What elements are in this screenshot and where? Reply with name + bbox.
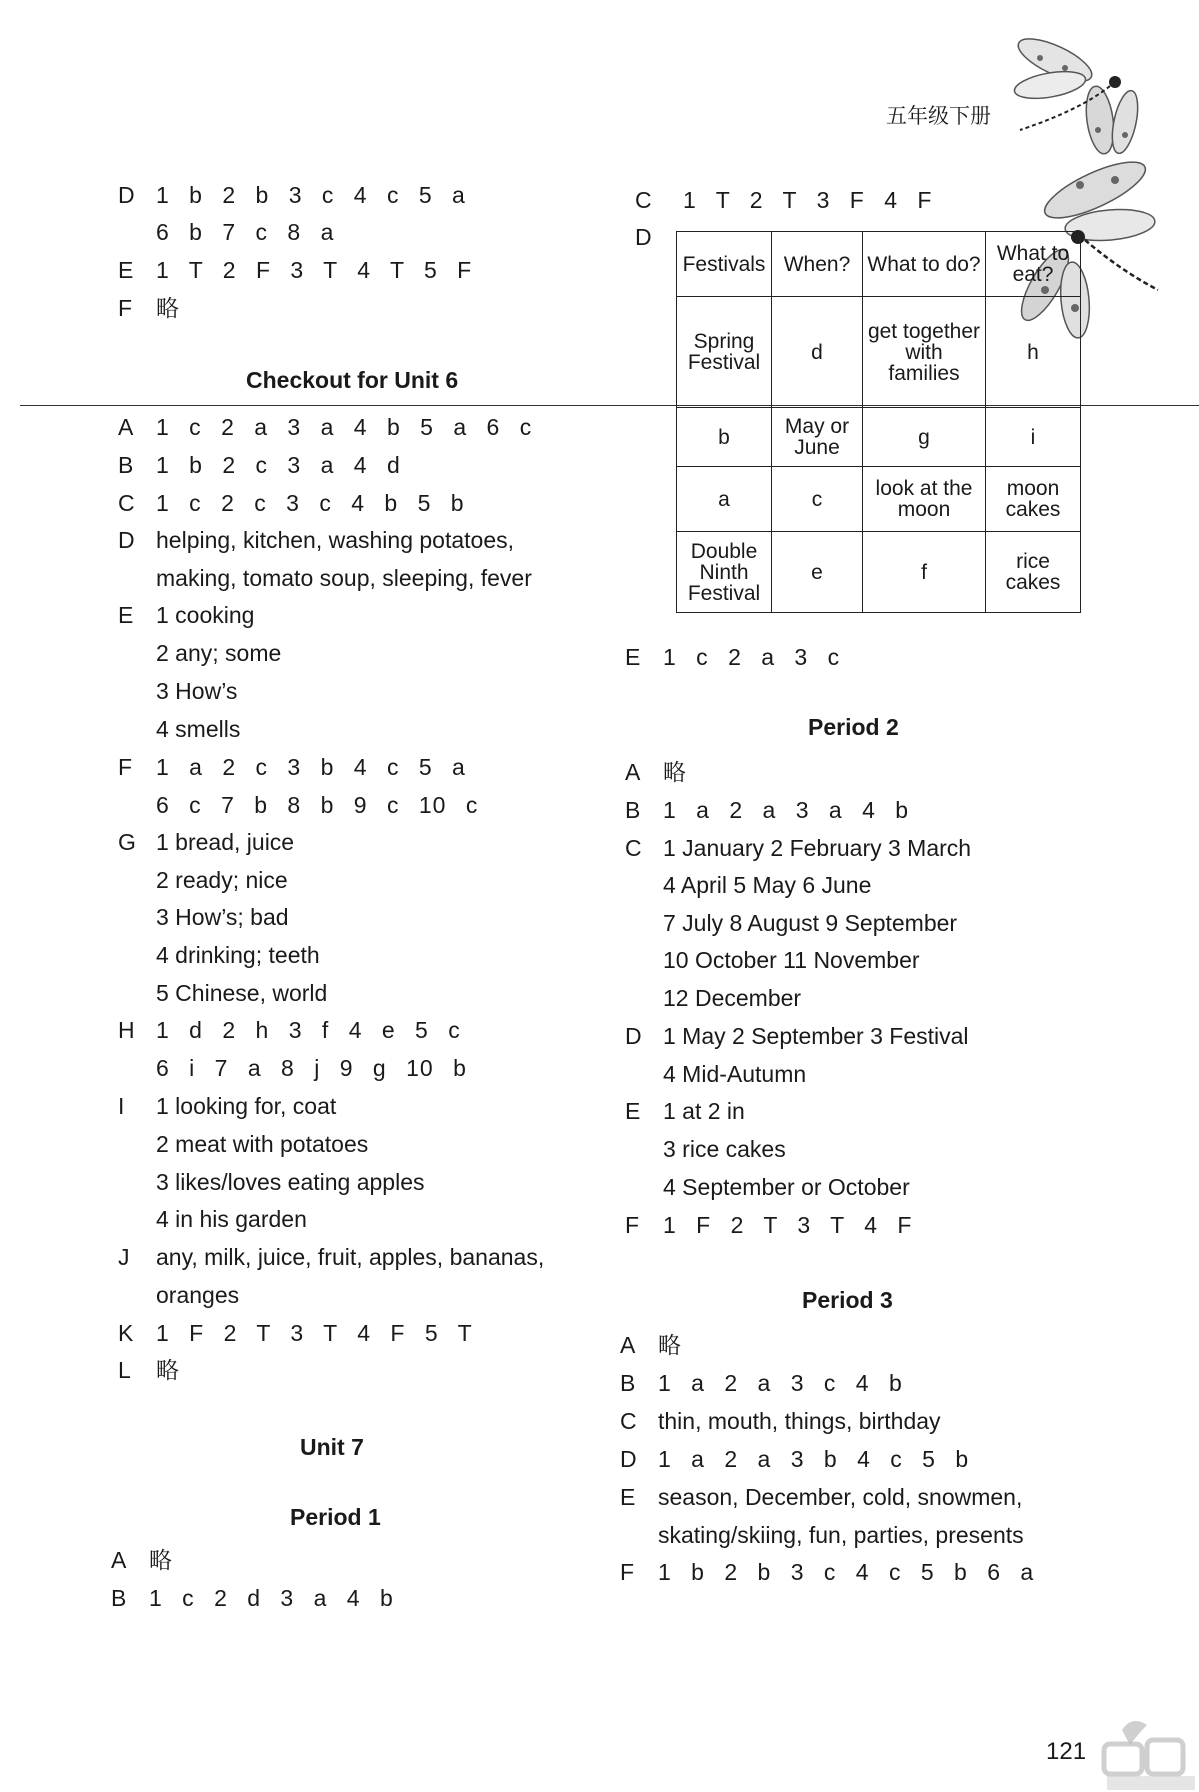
answer-row-c: C 1 c 2 c 3 c 4 b 5 b bbox=[118, 490, 465, 516]
answer-line: 4 in his garden bbox=[156, 1206, 307, 1232]
answer-line: 7 July 8 August 9 September bbox=[663, 910, 958, 936]
answer-row-i: I 1 looking for, coat bbox=[118, 1093, 337, 1119]
page-header-grade: 五年级下册 bbox=[886, 104, 991, 128]
answer-row-f: F 略 bbox=[118, 295, 179, 321]
table-header-cell: What to do? bbox=[863, 232, 986, 297]
answer-row-a: A 1 c 2 a 3 a 4 b 5 a 6 c bbox=[118, 414, 533, 440]
checkout-title: Checkout for Unit 6 bbox=[246, 367, 459, 393]
answer-line: making, tomato soup, sleeping, fever bbox=[156, 565, 532, 591]
answer-row-b: B 1 c 2 d 3 a 4 b bbox=[111, 1585, 394, 1611]
table-cell: h bbox=[986, 297, 1081, 408]
answer-line: 4 April 5 May 6 June bbox=[663, 872, 872, 898]
answer-line: 3 How’s; bad bbox=[156, 904, 289, 930]
answer-line: 2 ready; nice bbox=[156, 867, 288, 893]
answer-row-d: D helping, kitchen, washing potatoes, bbox=[118, 527, 515, 553]
table-cell: moon cakes bbox=[986, 467, 1081, 532]
table-header-cell: What to eat? bbox=[986, 232, 1081, 297]
watermark-logo-icon bbox=[1052, 1710, 1199, 1792]
table-cell: rice cakes bbox=[986, 532, 1081, 613]
table-cell: c bbox=[772, 467, 863, 532]
answer-line: 4 smells bbox=[156, 716, 241, 742]
answer-row-l: L 略 bbox=[118, 1357, 179, 1383]
answer-row-f: F 1 b 2 b 3 c 4 c 5 b 6 a bbox=[620, 1559, 1035, 1585]
table-cell: May or June bbox=[772, 408, 863, 467]
answer-line: skating/skiing, fun, parties, presents bbox=[658, 1522, 1024, 1548]
answer-line: 3 How’s bbox=[156, 678, 238, 704]
unit-title: Unit 7 bbox=[300, 1434, 364, 1460]
table-cell: d bbox=[772, 297, 863, 408]
answer-line: 4 September or October bbox=[663, 1174, 910, 1200]
table-row bbox=[677, 408, 1081, 467]
answer-line: 5 Chinese, world bbox=[156, 980, 328, 1006]
answer-row-f: F 1 a 2 c 3 b 4 c 5 a bbox=[118, 754, 466, 780]
answer-row-e: E 1 cooking bbox=[118, 602, 255, 628]
answer-row-d: D 1 a 2 a 3 b 4 c 5 b bbox=[620, 1446, 970, 1472]
answer-row-k: K 1 F 2 T 3 T 4 F 5 T bbox=[118, 1320, 473, 1346]
answer-line: 6 b 7 c 8 a bbox=[156, 219, 335, 245]
table-cell: a bbox=[677, 467, 772, 532]
table-cell: b bbox=[677, 408, 772, 467]
festival-table bbox=[676, 231, 1081, 613]
answer-line: 10 October 11 November bbox=[663, 947, 920, 973]
answer-line: 6 c 7 b 8 b 9 c 10 c bbox=[156, 792, 479, 818]
page-number: 121 bbox=[1046, 1738, 1087, 1765]
answer-row-g: G 1 bread, juice bbox=[118, 829, 295, 855]
table-row bbox=[677, 467, 1081, 532]
answer-row-e: E 1 T 2 F 3 T 4 T 5 F bbox=[118, 257, 473, 283]
answer-line: 6 i 7 a 8 j 9 g 10 b bbox=[156, 1055, 467, 1081]
answer-row-c: C thin, mouth, things, birthday bbox=[620, 1408, 941, 1434]
answer-row-f: F 1 F 2 T 3 T 4 F bbox=[625, 1212, 913, 1238]
answer-row-b: B 1 b 2 c 3 a 4 d bbox=[118, 452, 401, 478]
answer-row-b: B 1 a 2 a 3 c 4 b bbox=[620, 1370, 903, 1396]
answer-row-d: D bbox=[635, 224, 652, 250]
answer-row-b: B 1 a 2 a 3 a 4 b bbox=[625, 797, 910, 823]
answer-row-d: D 1 May 2 September 3 Festival bbox=[625, 1023, 969, 1049]
table-cell: i bbox=[986, 408, 1081, 467]
answer-row-e: E season, December, cold, snowmen, bbox=[620, 1484, 1023, 1510]
answer-row-a: A 略 bbox=[625, 759, 686, 785]
dragonfly-top-icon bbox=[1010, 20, 1160, 155]
answer-row-c: C 1 T 2 T 3 F 4 F bbox=[635, 187, 933, 213]
answer-row-e: E 1 at 2 in bbox=[625, 1098, 745, 1124]
table-cell: Spring Festival bbox=[677, 297, 772, 408]
table-cell: look at the moon bbox=[863, 467, 986, 532]
answer-line: 4 Mid-Autumn bbox=[663, 1061, 807, 1087]
table-header-row bbox=[677, 232, 1081, 297]
answer-row-j: J any, milk, juice, fruit, apples, bananas, bbox=[118, 1244, 545, 1270]
answer-line: 4 drinking; teeth bbox=[156, 942, 320, 968]
table-header-cell: When? bbox=[772, 232, 863, 297]
table-cell: g bbox=[863, 408, 986, 467]
period2-title: Period 2 bbox=[808, 714, 899, 740]
table-cell: Double Ninth Festival bbox=[677, 532, 772, 613]
table-cell: f bbox=[863, 532, 986, 613]
answer-line: 12 December bbox=[663, 985, 802, 1011]
answer-line: 3 likes/loves eating apples bbox=[156, 1169, 425, 1195]
period3-title: Period 3 bbox=[802, 1287, 893, 1313]
answer-line: 3 rice cakes bbox=[663, 1136, 786, 1162]
answer-line: oranges bbox=[156, 1282, 240, 1308]
table-header-cell: Festivals bbox=[677, 232, 772, 297]
period1-title: Period 1 bbox=[290, 1504, 381, 1530]
table-row bbox=[677, 297, 1081, 408]
answer-line: 2 meat with potatoes bbox=[156, 1131, 369, 1157]
answer-row-h: H 1 d 2 h 3 f 4 e 5 c bbox=[118, 1017, 461, 1043]
answer-row-a: A 略 bbox=[620, 1332, 681, 1358]
table-cell: e bbox=[772, 532, 863, 613]
answer-row-d: D 1 b 2 b 3 c 4 c 5 a bbox=[118, 182, 466, 208]
table-row bbox=[677, 532, 1081, 613]
answer-row-a: A 略 bbox=[111, 1547, 172, 1573]
table-cell: get together with families bbox=[863, 297, 986, 408]
answer-row-e: E 1 c 2 a 3 c bbox=[625, 644, 841, 670]
answer-row-c: C 1 January 2 February 3 March bbox=[625, 835, 972, 861]
answer-line: 2 any; some bbox=[156, 640, 282, 666]
